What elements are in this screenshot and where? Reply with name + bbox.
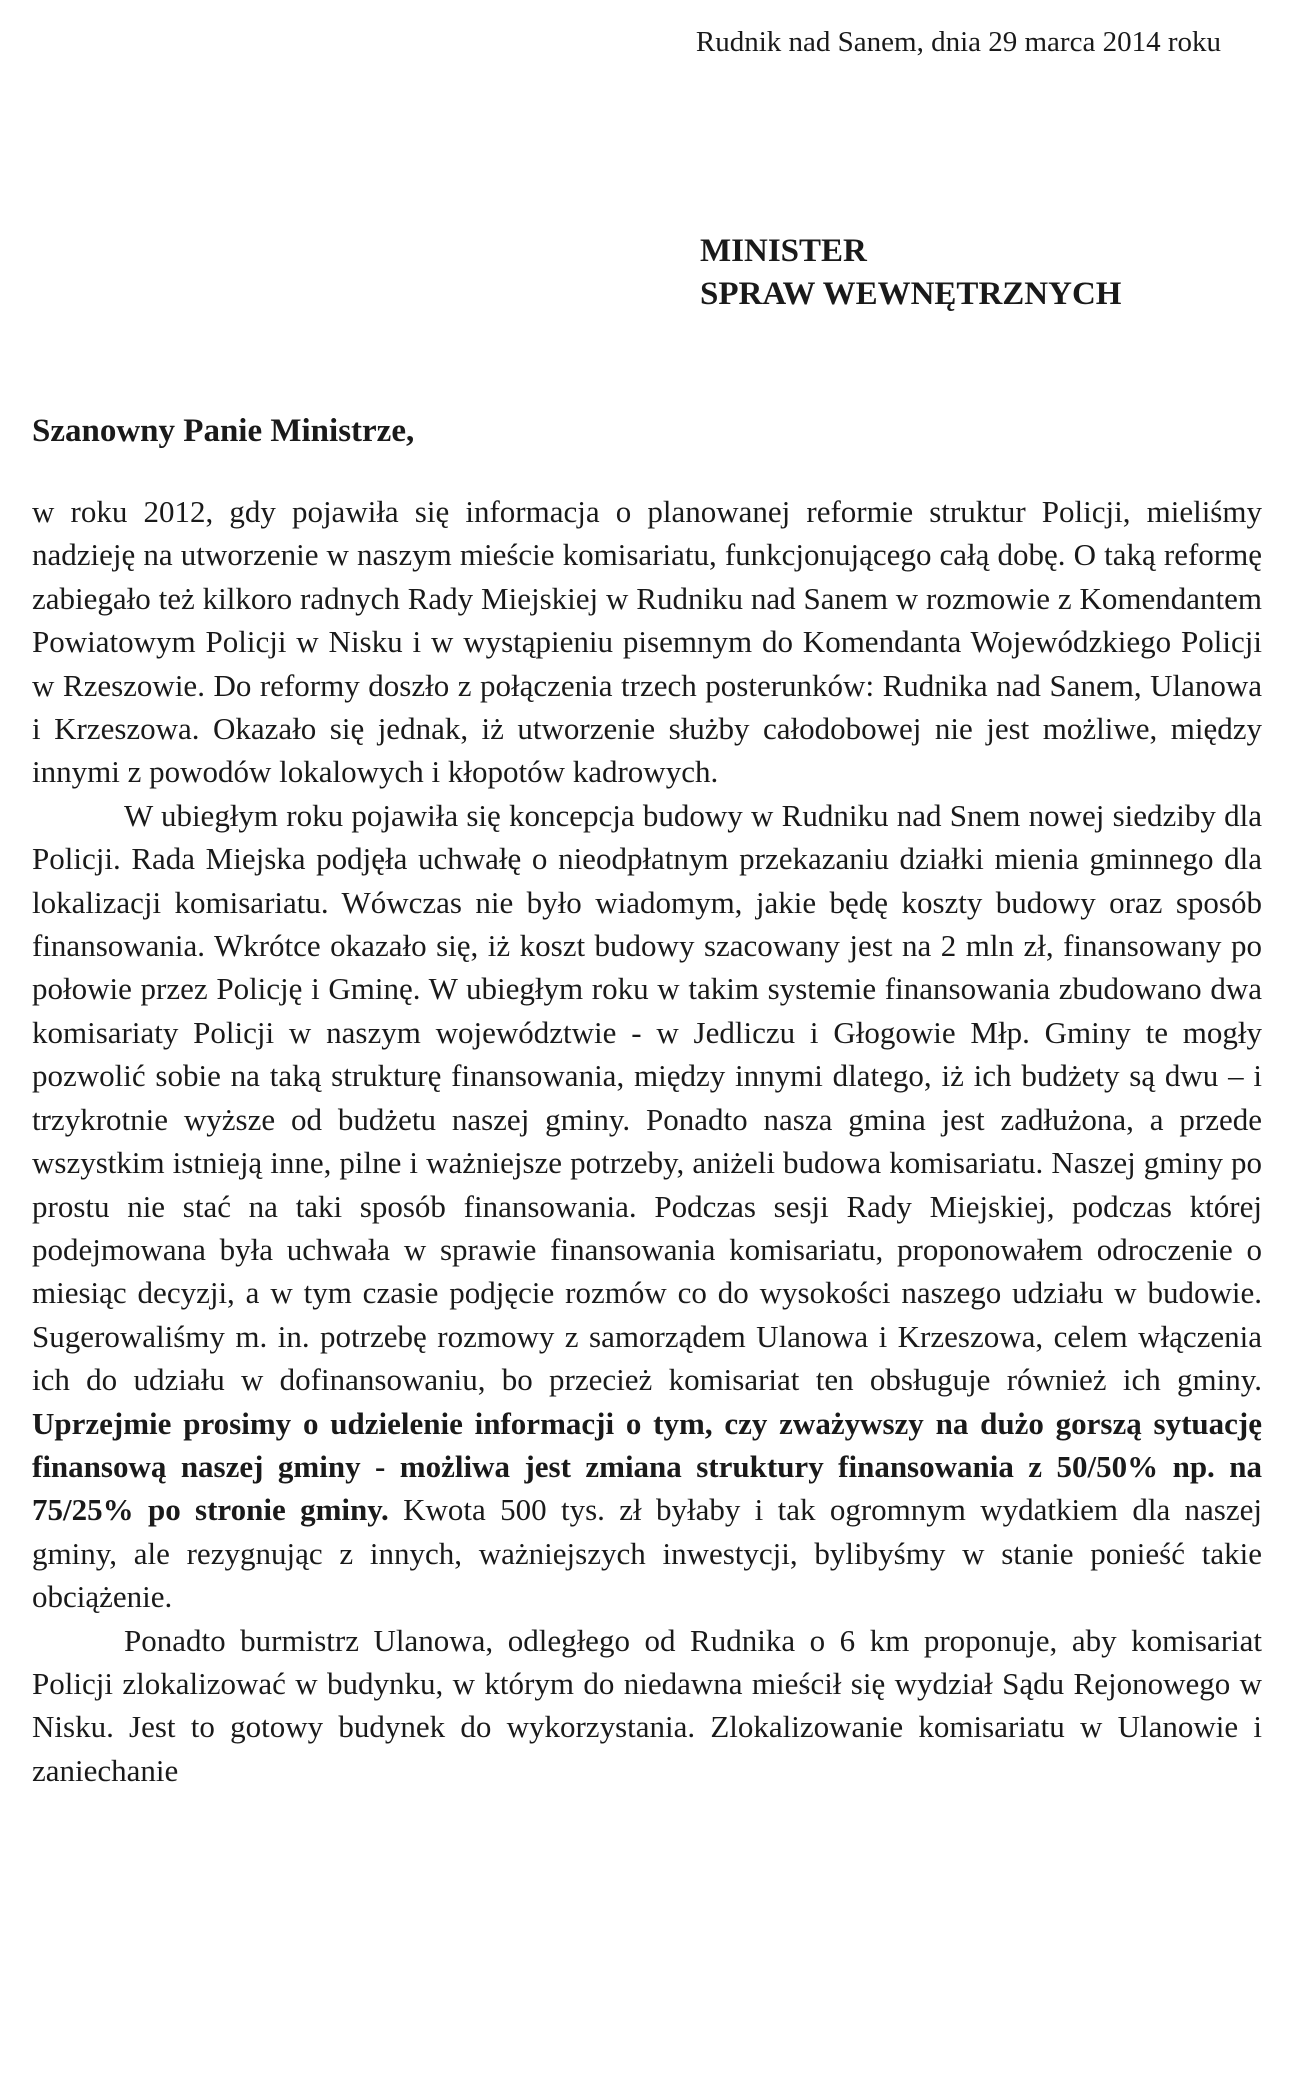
place-date: Rudnik nad Sanem, dnia 29 marca 2014 roku [695,26,1221,58]
addressee-ministry: SPRAW WEWNĘTRZNYCH [700,276,1122,312]
paragraph-2-text: W ubiegłym roku pojawiła się koncepcja budowy w Rudniku nad Snem nowej siedziby dla Policji. Rada Miejska podjęła uchwałę o nieodpłatnym przekazaniu działki mienia gminnego dla lokalizacji komisariatu. Wówczas nie było wiadomym, jakie będę koszty budowy oraz sposób finansowania. Wkrótce okazało się, iż koszt budowy szacowany jest na 2 mln zł, finansowany po połowie przez Policję i Gminę. W ubiegłym roku w takim systemie finansowania zbudowano dwa komisariaty Policji w naszym województwie - w Jedliczu i Głogowie Młp. Gminy te mogły pozwolić sobie na taką strukturę finansowania, między innymi dlatego, iż ich budżety są dwu – i trzykrotnie wyższe od budżetu naszej gminy. Ponadto nasza gmina jest zadłużona, a przede wszystkim istnieją inne, pilne i ważniejsze potrzeby, aniżeli budowa komisariatu. Naszej gminy po prostu nie stać na taki sposób finansowania. Podczas sesji Rady Miejskiej, podczas której podejmowana była uchwała w sprawie finansowania komisariatu, proponowałem odroczenie o miesiąc decyzji, a w tym czasie podjęcie rozmów co do wysokości naszego udziału w budowie. Sugerowaliśmy m. in. potrzebę rozmowy z samorządem Ulanowa i Krzeszowa, celem włączenia ich do udziału w dofinansowaniu, bo przecież komisariat ten obsługuje również ich gminy. [32,797,1262,1398]
addressee [700,230,1121,316]
salutation: Szanowny Panie Ministrze, [32,413,415,449]
letter-body [32,490,1262,1792]
paragraph-2-continuation: Kwota 500 tys. zł byłaby i tak ogromnym wydatkiem dla naszej gminy, ale rezygnując z innych, ważniejszych inwestycji, bylibyśmy w stanie ponieść takie obciążenie. [32,1492,1263,1615]
paragraph-2-request: Uprzejmie prosimy o udzielenie informacji o tym, czy zważywszy na dużo gorszą sytuację finansową naszej gminy - możliwa jest zmiana struktury finansowania z 50/50% np. na 75/25% po stronie gminy. [32,1405,1262,1528]
paragraph-2 [32,794,1262,1619]
addressee-title: MINISTER [700,233,867,269]
paragraph-1: w roku 2012, gdy pojawiła się informacja o planowanej reformie struktur Policji, mieliśmy nadzieję na utworzenie w naszym mieście komisariatu, funkcjonującego całą dobę. O taką reformę zabiegało też kilkoro radnych Rady Miejskiej w Rudniku nad Sanem w rozmowie z Komendantem Powiatowym Policji w Nisku i w wystąpieniu pisemnym do Komendanta Wojewódzkiego Policji w Rzeszowie. Do reformy doszło z połączenia trzech posterunków: Rudnika nad Sanem, Ulanowa i Krzeszowa. Okazało się jednak, iż utworzenie służby całodobowej nie jest możliwe, między innymi z powodów lokalowych i kłopotów kadrowych. [32,494,1262,790]
paragraph-3: Ponadto burmistrz Ulanowa, odległego od Rudnika o 6 km proponuje, aby komisariat Policji zlokalizować w budynku, w którym do niedawna mieścił się wydział Sądu Rejonowego w Nisku. Jest to gotowy budynek do wykorzystania. Zlokalizowanie komisariatu w Ulanowie i zaniechanie [32,1622,1262,1788]
